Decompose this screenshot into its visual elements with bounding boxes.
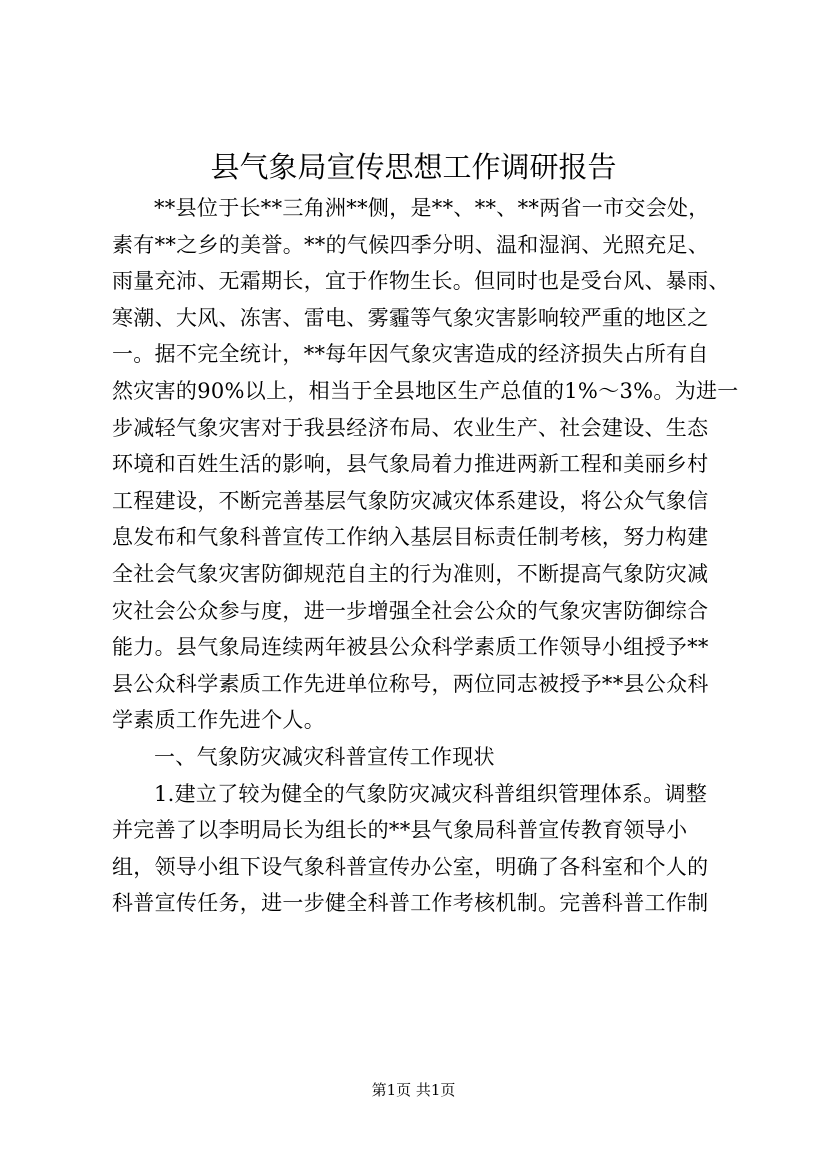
paragraph-line: 全社会气象灾害防御规范自主的行为准则，不断提高气象防灾减: [112, 561, 709, 586]
paragraph-line: 步减轻气象灾害对于我县经济布局、农业生产、社会建设、生态: [112, 415, 709, 440]
paragraph-line: 一。据不完全统计，**每年因气象灾害造成的经济损失占所有自: [112, 342, 709, 367]
paragraph-line: 工程建设，不断完善基层气象防灾减灾体系建设，将公众气象信: [112, 488, 709, 513]
page-footer: 第1页 共1页: [371, 1081, 456, 1099]
paragraph-line: 素有**之乡的美誉。**的气候四季分明、温和湿润、光照充足、: [112, 232, 709, 257]
paragraph-line: 学素质工作先进个人。: [112, 708, 325, 733]
document-title: 县气象局宣传思想工作调研报告: [210, 150, 617, 184]
paragraph-line: 灾社会公众参与度，进一步增强全社会公众的气象灾害防御综合: [112, 598, 709, 623]
paragraph-line: 能力。县气象局连续两年被县公众科学素质工作领导小组授予**: [112, 635, 709, 660]
paragraph-line: 息发布和气象科普宣传工作纳入基层目标责任制考核，努力构建: [112, 525, 709, 550]
paragraph-line: 寒潮、大风、冻害、雷电、雾霾等气象灾害影响较严重的地区之: [112, 305, 709, 330]
paragraph-line: 1.建立了较为健全的气象防灾减灾科普组织管理体系。调整: [154, 781, 708, 806]
paragraph-line: 然灾害的90%以上，相当于全县地区生产总值的1%～3%。为进一: [112, 378, 739, 403]
document-body: [112, 190, 742, 922]
paragraph-line: 雨量充沛、无霜期长，宜于作物生长。但同时也是受台风、暴雨、: [112, 269, 730, 294]
paragraph-line: 组，领导小组下设气象科普宣传办公室，明确了各科室和个人的: [112, 854, 709, 879]
paragraph-line: 环境和百姓生活的影响，县气象局着力推进两新工程和美丽乡村: [112, 452, 709, 477]
paragraph-line: 并完善了以李明局长为组长的**县气象局科普宣传教育领导小: [112, 818, 688, 843]
section-heading: 一、气象防灾减灾科普宣传工作现状: [154, 744, 495, 769]
paragraph-line: **县位于长**三角洲**侧，是**、**、**两省一市交会处，: [154, 196, 710, 220]
paragraph-line: 县公众科学素质工作先进单位称号，两位同志被授予**县公众科: [112, 671, 709, 696]
paragraph-line: 科普宣传任务，进一步健全科普工作考核机制。完善科普工作制: [112, 891, 709, 916]
